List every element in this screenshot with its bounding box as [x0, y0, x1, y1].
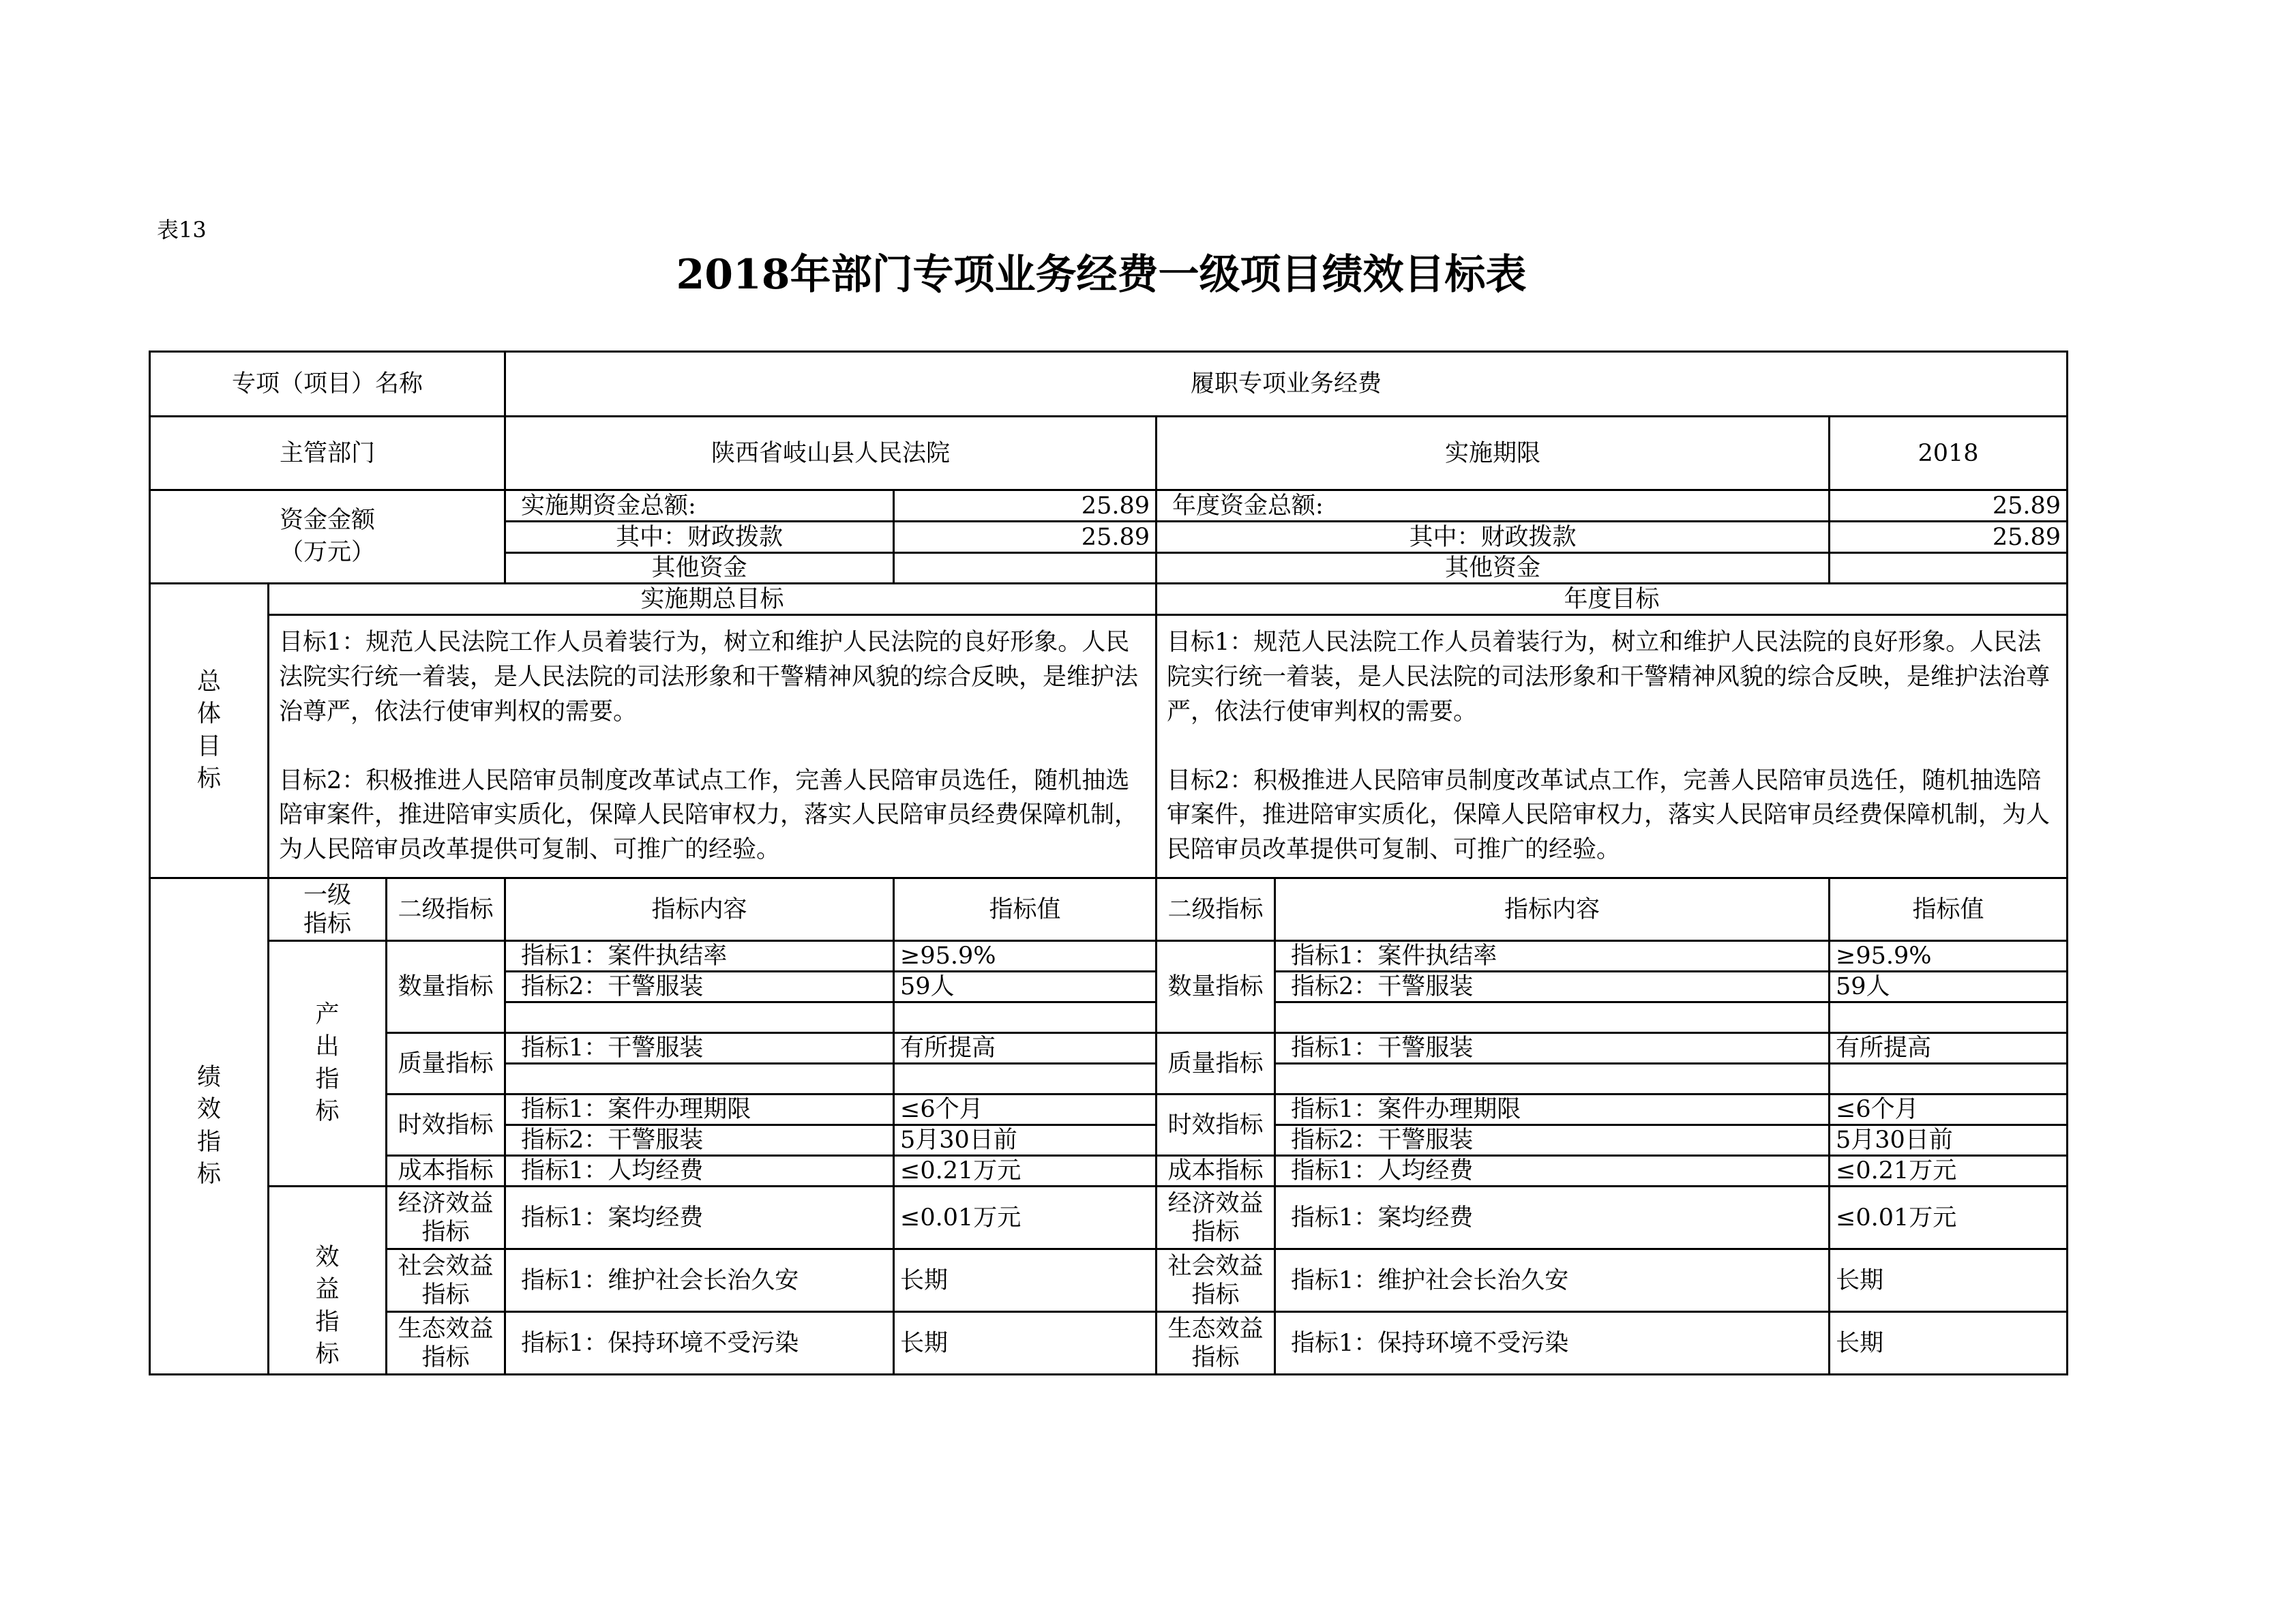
ecological-indicator-label: 生态效益 指标 — [387, 1312, 505, 1375]
annual-fiscal-value: 25.89 — [1830, 522, 2068, 553]
quantity-empty-cell — [505, 1002, 894, 1033]
economic-indicator-label: 经济效益 指标 — [387, 1187, 505, 1249]
ecological-item-1-annual: 指标1：保持环境不受污染 — [1275, 1312, 1830, 1375]
annual-total-label: 年度资金总额: — [1157, 490, 1830, 522]
performance-target-table — [149, 351, 2068, 1375]
quality-empty-cell — [1275, 1064, 1830, 1095]
economic-item-1-annual: 指标1：案均经费 — [1275, 1187, 1830, 1249]
annual-total-value: 25.89 — [1830, 490, 2068, 522]
timeliness-value-1: ≤6个月 — [894, 1095, 1157, 1125]
period-fiscal-label: 其中：财政拨款 — [505, 522, 894, 553]
period-goals-header: 实施期总目标 — [269, 584, 1157, 615]
timeliness-item-1: 指标1：案件办理期限 — [505, 1095, 894, 1125]
cost-item-1-annual: 指标1：人均经费 — [1275, 1156, 1830, 1187]
social-value-1-annual: 长期 — [1830, 1249, 2068, 1312]
overall-goals-label: 总 体 目 标 — [150, 584, 269, 878]
header-indicator-value-annual: 指标值 — [1830, 878, 2068, 941]
quality-value-1: 有所提高 — [894, 1033, 1157, 1064]
header-level2-indicator-annual: 二级指标 — [1157, 878, 1275, 941]
page-title: 2018年部门专项业务经费一级项目绩效目标表 — [676, 251, 1527, 299]
cost-value-1-annual: ≤0.21万元 — [1830, 1156, 2068, 1187]
project-name-label: 专项（项目）名称 — [150, 352, 505, 417]
timeliness-value-2: 5月30日前 — [894, 1125, 1157, 1156]
ecological-indicator-label-annual: 生态效益 指标 — [1157, 1312, 1275, 1375]
period-goals-text — [269, 615, 1157, 878]
period-total-value: 25.89 — [894, 490, 1157, 522]
annual-goals-text — [1157, 615, 2068, 878]
quantity-item-2: 指标2：干警服装 — [505, 972, 894, 1002]
timeliness-value-1-annual: ≤6个月 — [1830, 1095, 2068, 1125]
header-indicator-content: 指标内容 — [505, 878, 894, 941]
project-name-value: 履职专项业务经费 — [505, 352, 2068, 417]
economic-value-1-annual: ≤0.01万元 — [1830, 1187, 2068, 1249]
annual-other-label: 其他资金 — [1157, 553, 1830, 584]
performance-indicators-label: 绩 效 指 标 — [150, 878, 269, 1375]
social-indicator-label-annual: 社会效益 指标 — [1157, 1249, 1275, 1312]
social-item-1: 指标1：维护社会长治久安 — [505, 1249, 894, 1312]
quantity-value-2-annual: 59人 — [1830, 972, 2068, 1002]
social-item-1-annual: 指标1：维护社会长治久安 — [1275, 1249, 1830, 1312]
timeliness-indicator-label-annual: 时效指标 — [1157, 1095, 1275, 1156]
ecological-value-1-annual: 长期 — [1830, 1312, 2068, 1375]
header-indicator-content-annual: 指标内容 — [1275, 878, 1830, 941]
quality-item-1: 指标1：干警服装 — [505, 1033, 894, 1064]
social-value-1: 长期 — [894, 1249, 1157, 1312]
quantity-indicator-label-annual: 数量指标 — [1157, 941, 1275, 1033]
annual-goals-header: 年度目标 — [1157, 584, 2068, 615]
quantity-empty-cell — [1275, 1002, 1830, 1033]
economic-indicator-label-annual: 经济效益 指标 — [1157, 1187, 1275, 1249]
timeliness-item-2: 指标2：干警服装 — [505, 1125, 894, 1156]
period-other-value — [894, 553, 1157, 584]
quantity-value-1-annual: ≥95.9% — [1830, 941, 2068, 972]
quantity-empty-cell — [1830, 1002, 2068, 1033]
table-number-label: 表13 — [157, 217, 207, 243]
output-indicators-label: 产 出 指 标 — [269, 941, 387, 1187]
quantity-item-2-annual: 指标2：干警服装 — [1275, 972, 1830, 1002]
period-value: 2018 — [1830, 417, 2068, 490]
cost-indicator-label: 成本指标 — [387, 1156, 505, 1187]
quality-indicator-label-annual: 质量指标 — [1157, 1033, 1275, 1095]
annual-fiscal-label: 其中：财政拨款 — [1157, 522, 1830, 553]
benefit-indicators-label: 效 益 指 标 — [269, 1187, 387, 1375]
cost-item-1: 指标1：人均经费 — [505, 1156, 894, 1187]
annual-goal-2: 目标2：积极推进人民陪审员制度改革试点工作，完善人民陪审员选任，随机抽选陪审案件，推进陪审实质化，保障人民陪审权力，落实人民陪审员经费保障机制，为人民陪审员改革提供可复制、可推广的经验。 — [1167, 766, 2051, 863]
timeliness-indicator-label: 时效指标 — [387, 1095, 505, 1156]
cost-value-1: ≤0.21万元 — [894, 1156, 1157, 1187]
department-label: 主管部门 — [150, 417, 505, 490]
quality-value-1-annual: 有所提高 — [1830, 1033, 2068, 1064]
period-other-label: 其他资金 — [505, 553, 894, 584]
quantity-value-1: ≥95.9% — [894, 941, 1157, 972]
funds-label-line1: 资金金额 — [279, 506, 375, 534]
period-fiscal-value: 25.89 — [894, 522, 1157, 553]
quantity-value-2: 59人 — [894, 972, 1157, 1002]
quantity-item-1-annual: 指标1：案件执结率 — [1275, 941, 1830, 972]
quality-indicator-label: 质量指标 — [387, 1033, 505, 1095]
timeliness-item-1-annual: 指标1：案件办理期限 — [1275, 1095, 1830, 1125]
quality-empty-cell — [1830, 1064, 2068, 1095]
cost-indicator-label-annual: 成本指标 — [1157, 1156, 1275, 1187]
timeliness-value-2-annual: 5月30日前 — [1830, 1125, 2068, 1156]
period-label: 实施期限 — [1157, 417, 1830, 490]
quantity-empty-cell — [894, 1002, 1157, 1033]
economic-value-1: ≤0.01万元 — [894, 1187, 1157, 1249]
quantity-indicator-label: 数量指标 — [387, 941, 505, 1033]
quantity-item-1: 指标1：案件执结率 — [505, 941, 894, 972]
quality-empty-cell — [505, 1064, 894, 1095]
period-goal-2: 目标2：积极推进人民陪审员制度改革试点工作，完善人民陪审员选任，随机抽选陪审案件，推进陪审实质化，保障人民陪审权力，落实人民陪审员经费保障机制，为人民陪审员改革提供可复制、可推广的经验。 — [279, 766, 1139, 863]
funds-label — [150, 490, 505, 584]
funds-label-line2: （万元） — [279, 539, 375, 566]
period-goal-1: 目标1：规范人民法院工作人员着装行为，树立和维护人民法院的良好形象。人民法院实行统一着装，是人民法院的司法形象和干警精神风貌的综合反映，是维护法治尊严，依法行使审判权的需要。 — [279, 629, 1139, 726]
ecological-item-1: 指标1：保持环境不受污染 — [505, 1312, 894, 1375]
social-indicator-label: 社会效益 指标 — [387, 1249, 505, 1312]
annual-goal-1: 目标1：规范人民法院工作人员着装行为，树立和维护人民法院的良好形象。人民法院实行统一着装，是人民法院的司法形象和干警精神风貌的综合反映，是维护法治尊严，依法行使审判权的需要。 — [1167, 629, 2051, 726]
annual-other-value — [1830, 553, 2068, 584]
ecological-value-1: 长期 — [894, 1312, 1157, 1375]
timeliness-item-2-annual: 指标2：干警服装 — [1275, 1125, 1830, 1156]
period-total-label: 实施期资金总额: — [505, 490, 894, 522]
header-level1-indicator: 一级 指标 — [269, 878, 387, 941]
department-value: 陕西省岐山县人民法院 — [505, 417, 1157, 490]
quality-item-1-annual: 指标1：干警服装 — [1275, 1033, 1830, 1064]
quality-empty-cell — [894, 1064, 1157, 1095]
header-level2-indicator: 二级指标 — [387, 878, 505, 941]
economic-item-1: 指标1：案均经费 — [505, 1187, 894, 1249]
header-indicator-value: 指标值 — [894, 878, 1157, 941]
